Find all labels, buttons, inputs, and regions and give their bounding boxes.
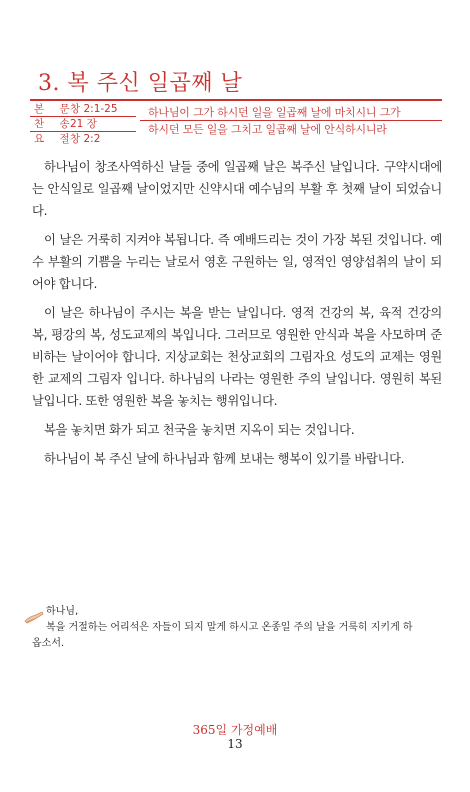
book-title: 365일 가정예배 (192, 723, 278, 737)
key-verse-line: 하시던 모든 일을 그치고 일곱째 날에 안식하시니라 (148, 123, 387, 136)
key-verse-text (148, 104, 440, 138)
paragraph: 이 날은 하나님이 주시는 복을 받는 날입니다. 영적 건강의 복, 육적 건강의 복, 평강의 복, 성도교제의 복입니다. 그러므로 영원한 안식과 복을 사모하며 준비하는 날이어야 합니다. 지상교회는 천상교회의 그림자요 성도의 교제는 영원한 교제의 그림자 입니다. 하나님의 나라는 영원한 주의 날입니다. 영원히 복된 날입니다. 또한 영원한 복을 놓치는 행위입니다. (32, 306, 442, 408)
key-verse-line: 하나님이 그가 하시던 일을 일곱째 날에 마치시니 그가 (148, 106, 401, 119)
paragraph: 하나님이 창조사역하신 날들 중에 일곱째 날은 복주신 날입니다. 구약시대에는 안식일로 일곱째 날이었지만 신약시대 예수님의 부활 후 첫째 날이 되었습니다. (32, 160, 442, 218)
paragraph: 이 날은 거룩히 지켜야 복됩니다. 즉 예배드리는 것이 가장 복된 것입니다. 예수 부활의 기쁨을 누리는 날로서 영혼 구원하는 일, 영적인 영양섭취의 날이 되어야 합니다. (32, 233, 442, 291)
paragraph: 하나님이 복 주신 날에 하나님과 함께 보내는 행복이 있기를 바랍니다. (44, 452, 405, 466)
praying-hands-icon (24, 610, 44, 624)
reference-label: 요 절 (34, 133, 76, 145)
reference-value: 창 2:1-25 (70, 103, 118, 115)
paragraph: 복을 놓치면 화가 되고 천국을 놓치면 지옥이 되는 것입니다. (44, 423, 355, 437)
reference-value: 21 장 (70, 118, 97, 130)
scripture-reference-box (30, 102, 442, 149)
reference-label: 본 문 (34, 103, 76, 115)
prayer-line: 옵소서. (32, 638, 65, 649)
reference-label: 찬 송 (34, 118, 76, 130)
reference-value: 창 2:2 (70, 133, 101, 145)
prayer-line: 하나님, (46, 606, 79, 617)
page-title: 3. 복 주신 일곱째 날 (38, 71, 243, 96)
reference-row-text (30, 102, 136, 117)
key-verse-divider (140, 120, 442, 121)
reference-row-hymn (30, 117, 136, 132)
reference-table (30, 102, 136, 146)
title-underline (30, 99, 442, 101)
prayer-section (24, 604, 444, 652)
prayer-line: 복을 거절하는 어리석은 자들이 되지 말게 하시고 온종일 주의 날을 거룩히 지키게 하 (46, 622, 413, 633)
page-number: 13 (227, 737, 243, 751)
reference-row-key-verse (30, 132, 136, 146)
devotional-body (32, 156, 442, 477)
